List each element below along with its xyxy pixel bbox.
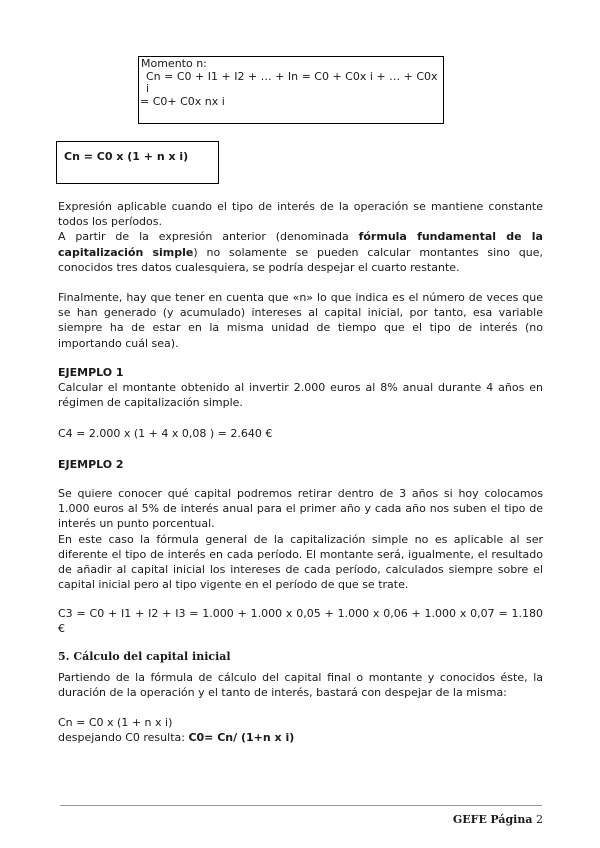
ejemplo2-text2: En este caso la fórmula general de la capitalización simple no es aplicable al ser diferente el tipo de interés en cada período. El montante será, igualmente, el resultado de añadir al capital inicial los intereses de cada período, calculados siempre sobre el capital inicial pero al tipo vigente en el período de que se trate. <box>58 532 543 592</box>
momento-n-formula-cont: = C0+ C0x nx i <box>140 94 225 108</box>
despeje-formula: C0= Cn/ (1+n x i) <box>188 731 295 745</box>
ejemplo1-section <box>58 365 543 411</box>
formula-name-bold: fórmula fundamental de la capitalización simple <box>58 230 543 259</box>
ejemplo1-title: EJEMPLO 1 <box>58 366 124 379</box>
footer-page-word: Página <box>490 813 533 826</box>
section5-body <box>58 670 543 700</box>
main-formula: Cn = C0 x (1 + n x i) <box>64 150 189 163</box>
footer-page-number: 2 <box>536 813 543 826</box>
ejemplo1-text: Calcular el montante obtenido al invertir 2.000 euros al 8% anual durante 4 años en régimen de capitalización simple. <box>58 381 543 410</box>
intro-text-2 <box>58 229 543 275</box>
intro-text-2b: ) no solamente se pueden calcular montantes sino que, conocidos tres datos cualesquiera, se podría despejar el cuarto restante. <box>58 245 543 274</box>
despeje-label: despejando C0 resulta: <box>58 731 189 745</box>
section5-text: Partiendo de la fórmula de cálculo del capital final o montante y conocidos éste, la duración de la operación y el tanto de interés, bastará con despejar de la misma: <box>58 671 543 700</box>
section5-formulas <box>58 715 543 745</box>
momento-n-formula-line: Cn = C0 + I1 + I2 + … + In = C0 + C0x i + … + C0x i <box>146 69 438 95</box>
finalmente-paragraph <box>58 290 543 351</box>
intro-paragraph <box>58 199 543 275</box>
ejemplo2-title: EJEMPLO 2 <box>58 458 124 471</box>
momento-n-box <box>138 56 444 124</box>
intro-text: Expresión aplicable cuando el tipo de interés de la operación se mantiene constante todos los períodos. <box>58 200 543 229</box>
momento-n-title: Momento n: <box>141 57 207 70</box>
footer-divider <box>60 805 542 806</box>
section5-heading-block <box>58 649 543 664</box>
ejemplo2-result-block <box>58 606 543 636</box>
main-formula-box <box>56 141 219 184</box>
ejemplo2-section <box>58 486 543 592</box>
ejemplo2-heading-block <box>58 457 543 472</box>
ejemplo2-text1: Se quiere conocer qué capital podremos retirar dentro de 3 años si hoy colocamos 1.000 euros al 5% de interés anual para el primer año y cada año nos suben el tipo de interés un punto porcentual. <box>58 487 543 531</box>
ejemplo1-result: C4 = 2.000 x (1 + 4 x 0,08 ) = 2.640 € <box>58 427 273 440</box>
footer-label: GEFE <box>452 813 487 826</box>
ejemplo1-result-block <box>58 426 543 441</box>
section5-despeje <box>58 730 543 745</box>
section5-formula: Cn = C0 x (1 + n x i) <box>58 716 173 729</box>
section5-title: 5. Cálculo del capital inicial <box>58 650 231 663</box>
ejemplo2-result: C3 = C0 + I1 + I2 + I3 = 1.000 + 1.000 x 0,05 + 1.000 x 0,06 + 1.000 x 0,07 = 1.180 € <box>58 607 543 636</box>
page-footer <box>453 812 543 827</box>
finalmente-text: Finalmente, hay que tener en cuenta que «n» lo que indica es el número de veces que se han generado (y acumulado) intereses al capital inicial, por tanto, esa variable siempre ha de estar en la misma unidad de tiempo que el tipo de interés (no importando cuál sea). <box>58 291 543 350</box>
intro-text-2a: A partir de la expresión anterior (denominada <box>58 230 359 244</box>
